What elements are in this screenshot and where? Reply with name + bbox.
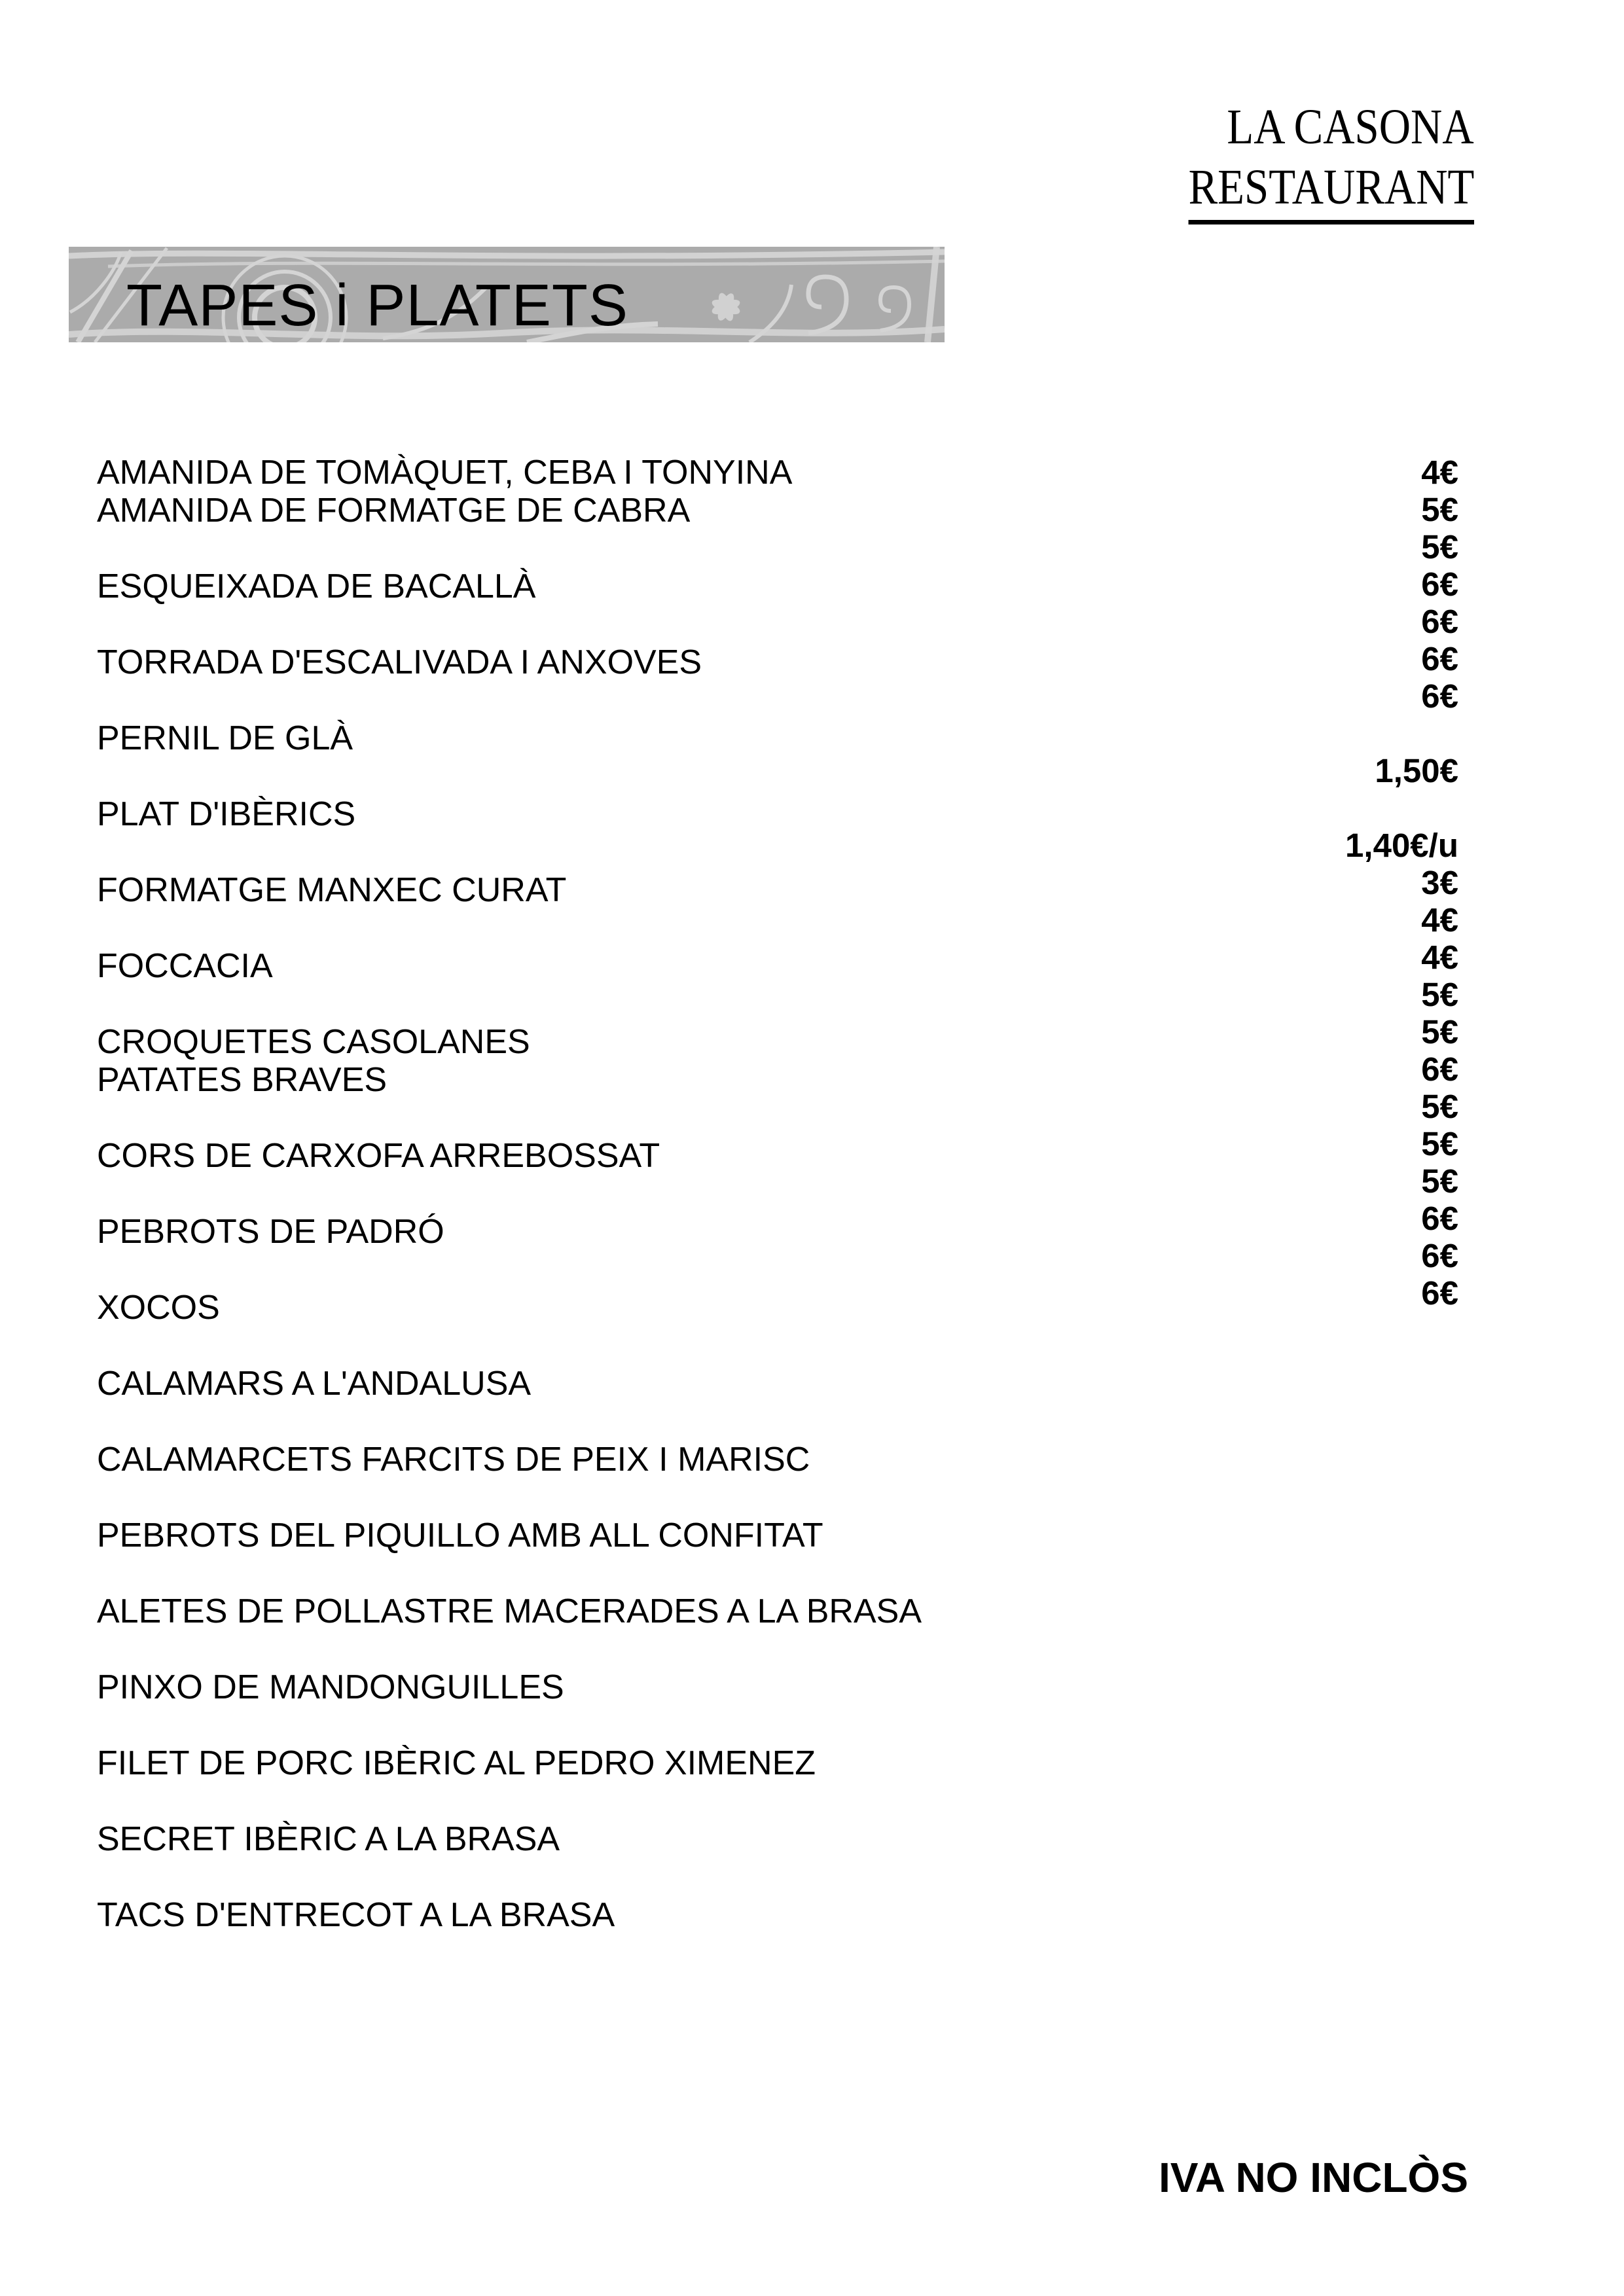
section-title: TAPES i PLATETS	[126, 273, 628, 338]
price-value: 5€	[1421, 1013, 1458, 1050]
menu-item: AMANIDA DE TOMÀQUET, CEBA I TONYINA	[97, 454, 793, 492]
restaurant-name-line1: LA CASONA	[1227, 99, 1474, 154]
price-value: 1,40€/u	[1345, 827, 1458, 864]
price-value: 5€	[1421, 491, 1458, 528]
price-value: 6€	[1421, 1237, 1458, 1274]
price-value: 5€	[1421, 976, 1458, 1013]
menu-item: TACS D'ENTRECOT A LA BRASA	[97, 1896, 615, 1934]
price-value: 3€	[1421, 864, 1458, 901]
price-value: 5€	[1421, 1125, 1458, 1162]
menu-item: SECRET IBÈRIC A LA BRASA	[97, 1820, 560, 1858]
menu-item: CROQUETES CASOLANES	[97, 1023, 530, 1061]
menu-item: PEBROTS DE PADRÓ	[97, 1213, 444, 1251]
menu-item: PEBROTS DEL PIQUILLO AMB ALL CONFITAT	[97, 1516, 823, 1554]
menu-item: ALETES DE POLLASTRE MACERADES A LA BRASA	[97, 1592, 922, 1630]
menu-item: CALAMARCETS FARCITS DE PEIX I MARISC	[97, 1441, 810, 1479]
menu-item: CALAMARS A L'ANDALUSA	[97, 1365, 532, 1403]
menu-item: XOCOS	[97, 1289, 220, 1327]
menu-item: TORRADA D'ESCALIVADA I ANXOVES	[97, 643, 702, 681]
menu-item: PATATES BRAVES	[97, 1061, 388, 1099]
price-value: 4€	[1421, 901, 1458, 939]
menu-item: FORMATGE MANXEC CURAT	[97, 871, 567, 909]
menu-item: PERNIL DE GLÀ	[97, 719, 353, 757]
price-value: 6€	[1421, 640, 1458, 677]
menu-item: PINXO DE MANDONGUILLES	[97, 1668, 564, 1706]
price-value: 6€	[1421, 677, 1458, 715]
restaurant-name-line2: RESTAURANT	[1149, 157, 1474, 224]
price-value: 6€	[1421, 603, 1458, 640]
price-value: 6€	[1421, 1050, 1458, 1088]
price-value: 4€	[1421, 454, 1458, 491]
price-value: 5€	[1421, 1162, 1458, 1200]
price-value: 6€	[1421, 565, 1458, 603]
tax-note: IVA NO INCLÒS	[1159, 2154, 1468, 2201]
price-value: 6€	[1421, 1274, 1458, 1312]
menu-item: AMANIDA DE FORMATGE DE CABRA	[97, 492, 691, 529]
price-value: 4€	[1421, 939, 1458, 976]
price-value: 1,50€	[1375, 752, 1458, 789]
menu-item: CORS DE CARXOFA ARREBOSSAT	[97, 1137, 660, 1175]
price-value: 5€	[1421, 1088, 1458, 1125]
price-value: 6€	[1421, 1200, 1458, 1237]
menu-item: PLAT D'IBÈRICS	[97, 795, 356, 833]
price-value: 5€	[1421, 528, 1458, 565]
menu-item: FOCCACIA	[97, 947, 273, 985]
menu-item: ESQUEIXADA DE BACALLÀ	[97, 567, 536, 605]
menu-item: FILET DE PORC IBÈRIC AL PEDRO XIMENEZ	[97, 1744, 816, 1782]
